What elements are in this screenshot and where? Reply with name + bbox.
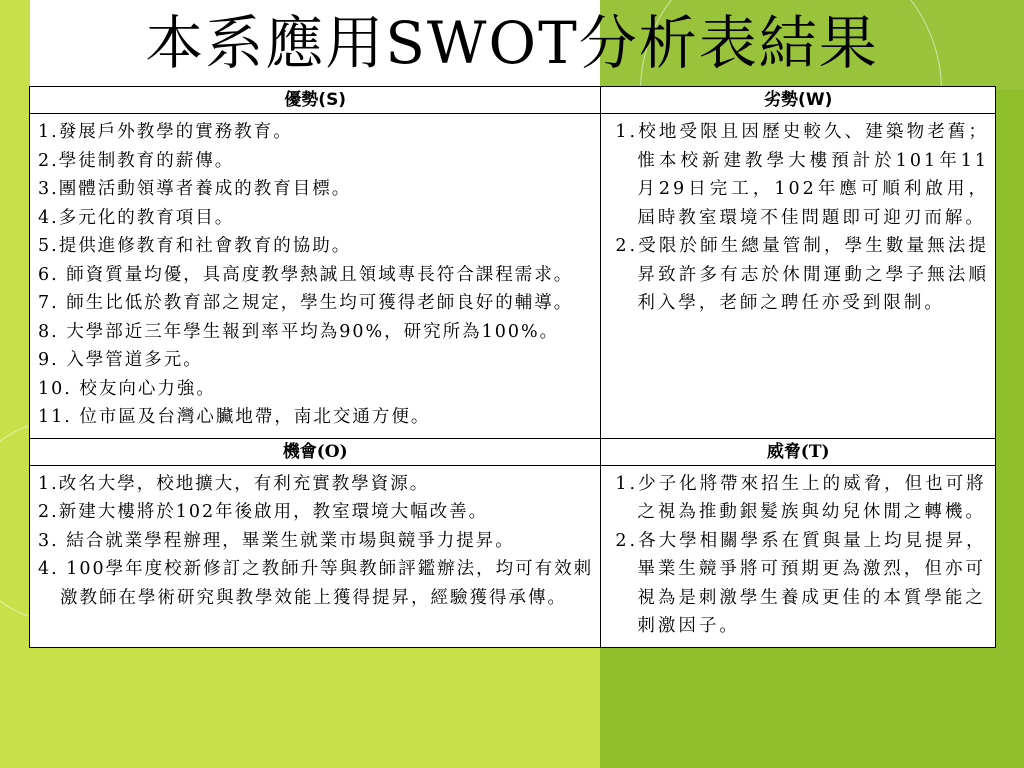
swot-table xyxy=(29,86,996,648)
strength-item: 6. 師資質量均優，具高度教學熱誠且領域專長符合課程需求。 xyxy=(38,264,574,285)
weaknesses-list xyxy=(601,114,995,324)
threats-list xyxy=(601,466,995,647)
opportunity-item: 2.新建大樓將於102年後啟用，教室環境大幅改善。 xyxy=(38,502,489,522)
strength-item: 3.團體活動領導者養成的教育目標。 xyxy=(38,179,352,199)
strength-item: 2.學徒制教育的薪傳。 xyxy=(38,150,235,171)
opportunity-item: 3. 結合就業學程辦理，畢業生就業市場與競爭力提昇。 xyxy=(38,530,515,551)
strengths-header: 優勢(S) xyxy=(30,87,601,114)
strength-item: 5.提供進修教育和社會教育的協助。 xyxy=(38,236,352,256)
strength-item: 4.多元化的教育項目。 xyxy=(38,207,235,228)
opportunity-item: 1.改名大學，校地擴大，有利充實教學資源。 xyxy=(38,473,430,494)
strengths-cell xyxy=(30,114,601,439)
opportunities-list xyxy=(30,466,600,619)
threat-item: 1.少子化將帶來招生上的威脅，但也可將之視為推動銀髮族與幼兒休閒之轉機。 xyxy=(615,473,987,522)
threats-cell xyxy=(601,465,996,647)
opportunity-item: 4. 100學年度校新修訂之教師升等與教師評鑑辦法，均可有效刺激教師在學術研究與教學效能上獲得提昇，經驗獲得承傳。 xyxy=(38,559,594,608)
opportunities-cell xyxy=(30,465,601,647)
weaknesses-cell xyxy=(601,114,996,439)
swot-header-row-bottom xyxy=(30,438,996,465)
strengths-list xyxy=(30,114,600,438)
weakness-item: 2.受限於師生總量管制，學生數量無法提昇致許多有志於休閒運動之學子無法順利入學，老師之聘任亦受到限制。 xyxy=(615,236,989,313)
strength-item: 8. 大學部近三年學生報到率平均為90%，研究所為100%。 xyxy=(38,321,560,342)
weakness-item: 1.校地受限且因歷史較久、建築物老舊；惟本校新建教學大樓預計於101年11月29日完工，102年應可順利啟用，屆時教室環境不佳問題即可迎刃而解。 xyxy=(615,122,989,228)
strength-item: 9. 入學管道多元。 xyxy=(38,350,203,370)
opportunities-header: 機會(O) xyxy=(30,438,601,465)
strength-item: 10. 校友向心力強。 xyxy=(38,378,216,399)
swot-row-sw xyxy=(30,114,996,439)
strength-item: 11. 位市區及台灣心臟地帶，南北交通方便。 xyxy=(38,407,431,427)
strength-item: 7. 師生比低於教育部之規定，學生均可獲得老師良好的輔導。 xyxy=(38,293,574,313)
swot-row-ot xyxy=(30,465,996,647)
swot-header-row-top xyxy=(30,87,996,114)
slide-title: 本系應用SWOT分析表結果 xyxy=(145,9,879,77)
threat-item: 2.各大學相關學系在質與量上均見提昇，畢業生競爭將可預期更為激烈，但亦可視為是刺激學生養成更佳的本質學能之刺激因子。 xyxy=(615,530,987,636)
threats-header: 威脅(T) xyxy=(601,438,996,465)
strength-item: 1.發展戶外教學的實務教育。 xyxy=(38,122,293,142)
weaknesses-header: 劣勢(W) xyxy=(601,87,996,114)
